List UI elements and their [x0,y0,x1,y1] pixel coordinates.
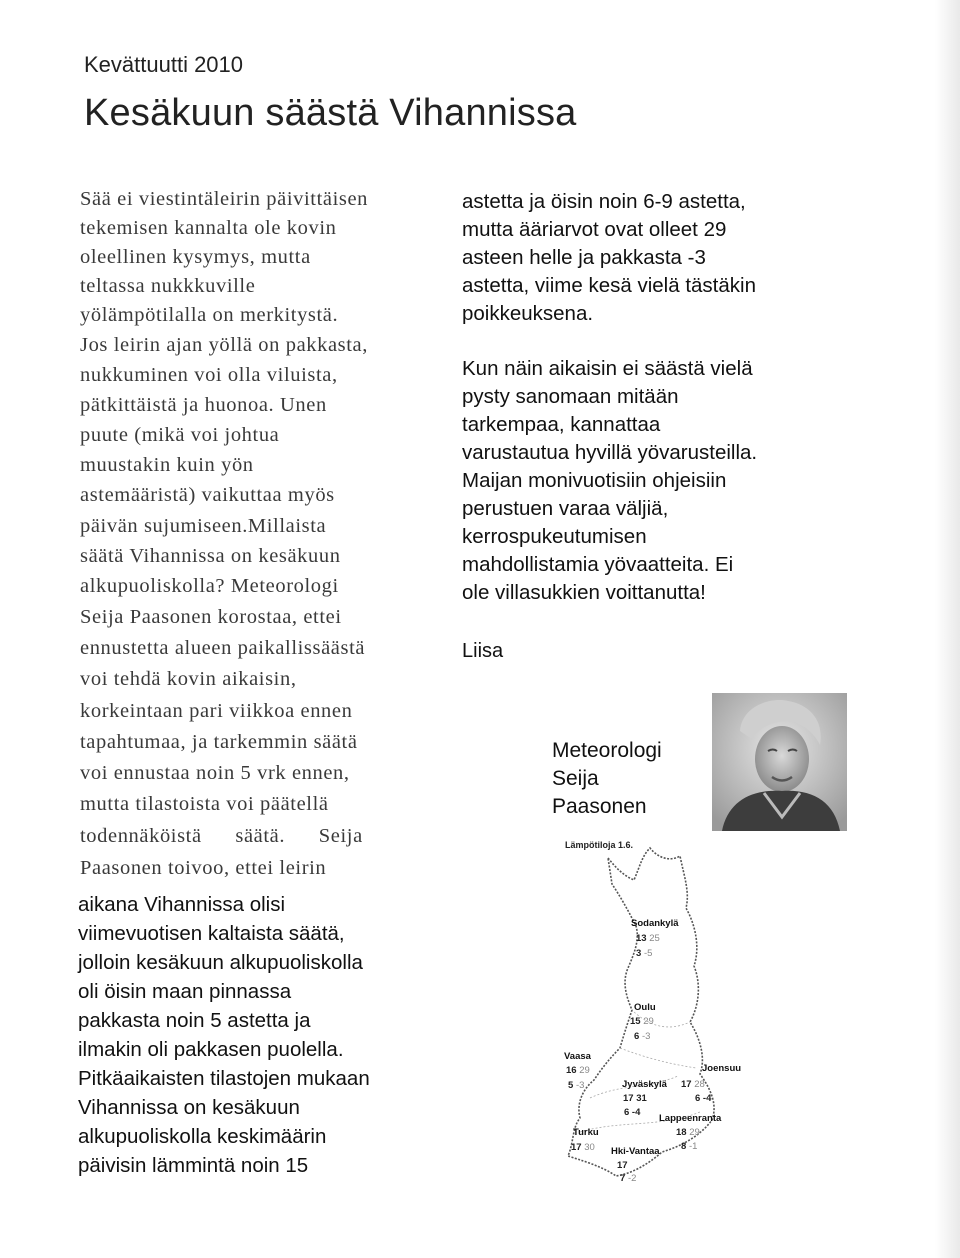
text-line: ennustetta alueen paikallissäästä [80,637,366,659]
text-line: pakkasta noin 5 astetta ja [78,1009,311,1032]
text-line: perustuen varaa väljiä, [462,497,669,520]
map-temp-night: 7 -2 [620,1173,637,1184]
text-line: Paasonen toivoo, ettei leirin [80,857,327,879]
text-line: astetta ja öisin noin 6-9 astetta, [462,190,746,213]
photo-caption-line: Meteorologi [552,739,662,762]
text-line: alkupuoliskolla? Meteorologi [80,575,339,597]
text-line: Vihannissa on kesäkuun [78,1096,300,1119]
map-temp-day: 16 29 [566,1065,590,1076]
map-temp-night: 6 -3 [634,1031,651,1042]
map-temp-night: 5 -3 [568,1080,585,1091]
text-line: Maijan monivuotisiin ohjeisiin [462,469,727,492]
newsletter-name: Kevättuutti 2010 [84,52,244,77]
text-line: mutta ääriarvot ovat olleet 29 [462,218,727,241]
map-temp-extra: 6 -4 [624,1107,641,1118]
map-temp-night: 3 -5 [636,948,653,959]
text-line: tapahtumaa, ja tarkemmin säätä [80,731,358,753]
text-line: päivän sujumiseen.Millaista [80,515,327,537]
map-city-hki-vantaa: Hki-Vantaa [611,1146,660,1157]
text-line: Kun näin aikaisin ei säästä vielä [462,357,753,380]
text-line: mutta tilastoista voi päätellä [80,793,329,815]
map-temp-day: 13 25 [636,933,660,944]
text-line: ilmakin oli pakkasen puolella. [78,1038,344,1061]
text-line: ole villasukkien voittanutta! [462,581,706,604]
map-temp-day: 15 29 [630,1016,654,1027]
map-city-turku: Turku [573,1127,599,1138]
photo-caption-line: Paasonen [552,795,647,818]
text-line: oli öisin maan pinnassa [78,980,292,1003]
text-line: tarkempaa, kannattaa [462,413,661,436]
text-line: mahdollistamia yövaatteita. Ei [462,553,734,576]
text-line: poikkeuksena. [462,302,594,325]
meteorologist-portrait-photo [712,693,847,831]
text-line: todennäköistä säätä. Seija [80,825,363,847]
text-line: päivisin lämmintä noin 15 [78,1154,309,1177]
text-line: säätä Vihannissa on kesäkuun [80,545,341,567]
text-line: yölämpötilalla on merkitystä. [80,304,339,326]
map-city-sodankyla: Sodankylä [631,918,679,929]
text-line: Seija Paasonen korostaa, ettei [80,606,342,628]
text-line: nukkuminen voi olla viluista, [80,364,338,386]
map-temp-night: 8 -1 [681,1141,698,1152]
article-title: Kesäkuun säästä Vihannissa [84,92,577,134]
text-line: korkeintaan pari viikkoa ennen [80,700,353,722]
map-temp-day: 17 28 [681,1079,705,1090]
map-title: Lämpötiloja 1.6. [565,840,634,850]
map-temp-day: 18 29 [676,1127,700,1138]
photo-caption-line: Seija [552,767,599,790]
text-line: asteen helle ja pakkasta -3 [462,246,706,269]
text-line: jolloin kesäkuun alkupuoliskolla [78,951,363,974]
map-city-vaasa: Vaasa [564,1051,591,1062]
text-line: viimevuotisen kaltaista säätä, [78,922,345,945]
map-temp-extra: 6 -4 [695,1093,712,1104]
text-line: astetta, viime kesä vielä tästäkin [462,274,756,297]
text-line: varustautua hyvillä yövarusteilla. [462,441,758,464]
map-city-joensuu: Joensuu [702,1063,742,1074]
text-line: puute (mikä voi johtua [80,424,280,446]
map-city-oulu: Oulu [634,1002,656,1013]
map-city-lappeenranta: Lappeenranta [659,1113,722,1124]
text-line: pysty sanomaan mitään [462,385,679,408]
text-line: oleellinen kysymys, mutta [80,246,311,268]
text-line: aikana Vihannissa olisi [78,893,286,916]
text-line: astemääristä) vaikuttaa myös [80,484,335,506]
scan-edge-shadow [935,0,960,1258]
text-line: voi ennustaa noin 5 vrk ennen, [80,762,350,784]
map-temp-day: 17 30 [571,1142,595,1153]
text-line: Sää ei viestintäleirin päivittäisen [80,188,368,210]
text-line: Jos leirin ajan yöllä on pakkasta, [80,334,368,356]
text-line: Pitkäaikaisten tilastojen mukaan [78,1067,370,1090]
map-temp-extra: 17 31 [623,1093,647,1104]
text-line: tekemisen kannalta ole kovin [80,217,337,239]
text-line: pätkittäistä ja huonoa. Unen [80,394,327,416]
text-line: teltassa nukkkuville [80,275,256,297]
map-city-jyvaskyla: Jyväskylä [622,1079,667,1090]
text-line: muustakin kuin yön [80,454,254,476]
signature: Liisa [462,640,504,662]
text-line: kerrospukeutumisen [462,525,647,548]
map-temp-day: 17 [617,1160,628,1171]
text-line: voi tehdä kovin aikaisin, [80,668,297,690]
text-line: alkupuoliskolla keskimäärin [78,1125,327,1148]
